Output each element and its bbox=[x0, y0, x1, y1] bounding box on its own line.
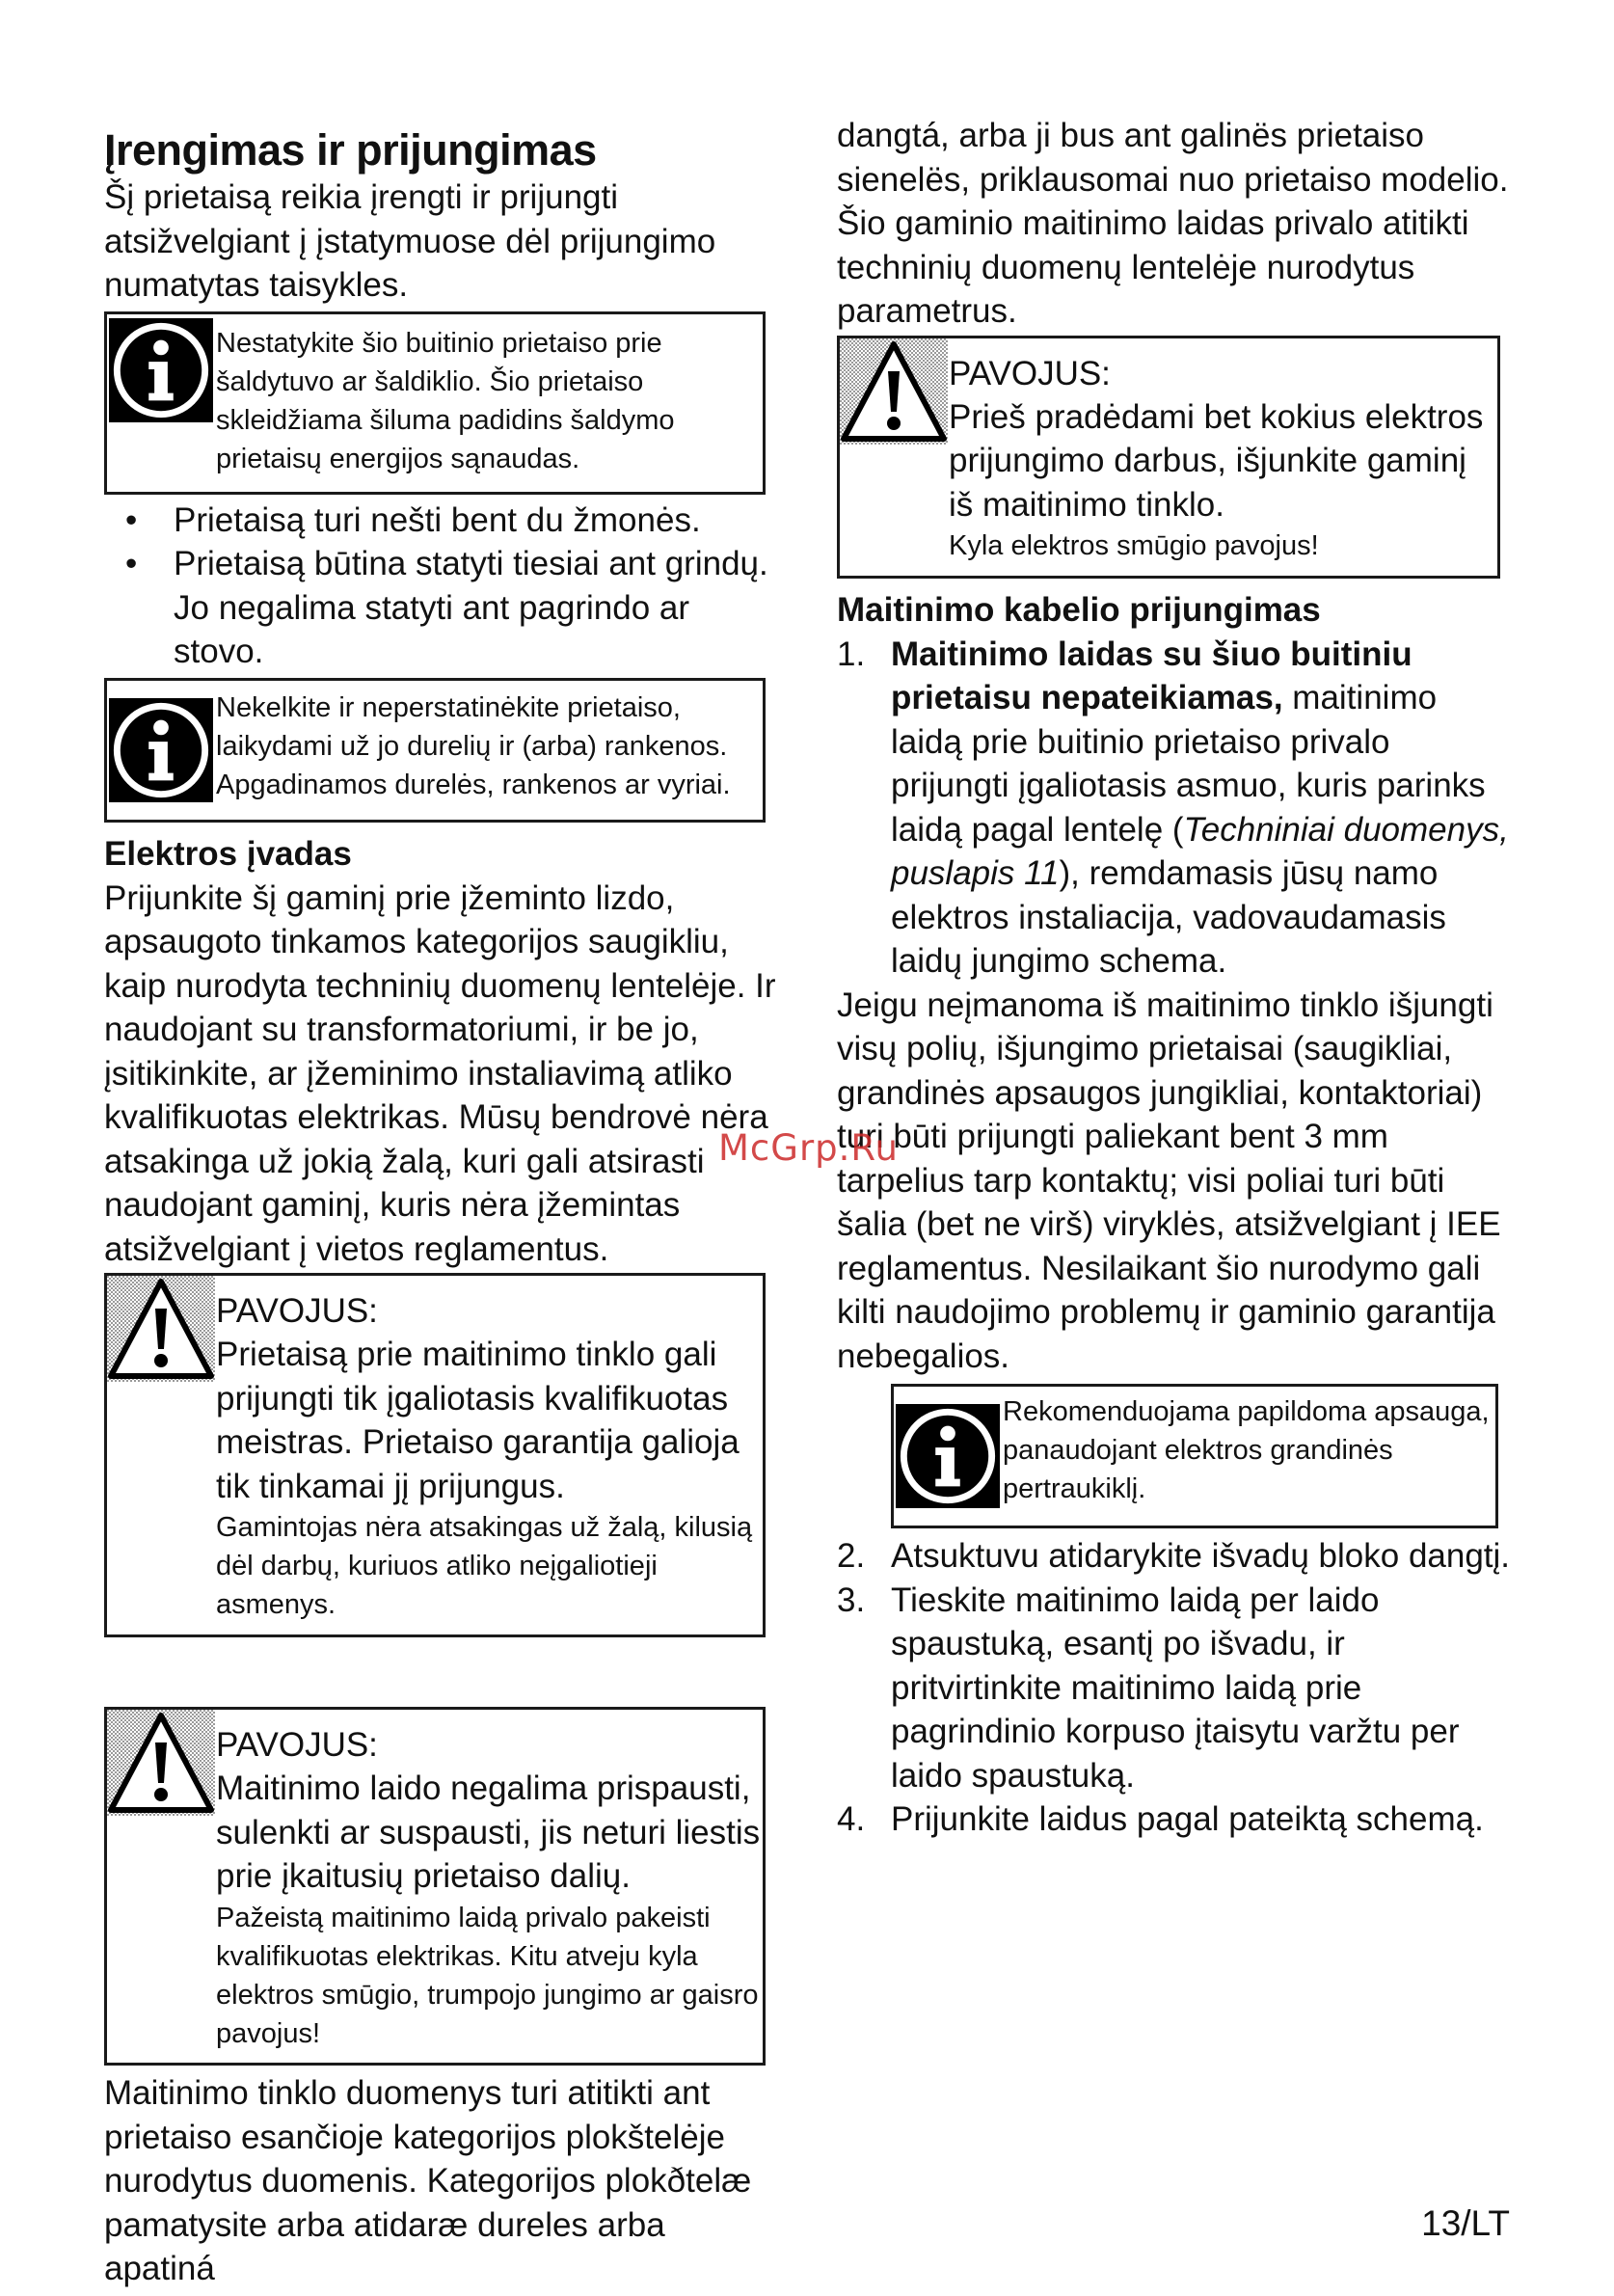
info-icon bbox=[109, 698, 213, 802]
info-icon bbox=[896, 1404, 1000, 1508]
right-column bbox=[837, 114, 1512, 1842]
warning-icon bbox=[107, 1276, 215, 1382]
danger-title: PAVOJUS: bbox=[216, 1726, 378, 1764]
rating-plate-paragraph: Maitinimo tinklo duomenys turi atitikti ant prietaiso esančioje kategorijos plokštelėje nurodytus duomenis. Kategorijos plokðtelæ pamatysite arba atidaræ dureles arba apatiná bbox=[104, 2074, 752, 2287]
danger-title: PAVOJUS: bbox=[949, 354, 1111, 392]
heading-cable: Maitinimo kabelio prijungimas bbox=[837, 590, 1321, 629]
danger-title: PAVOJUS: bbox=[216, 1292, 378, 1330]
danger-note: Kyla elektros smūgio pavojus! bbox=[949, 530, 1319, 561]
step-bold-text: Maitinimo laidas su šiuo buitiniu prietaisu nepateikiamas, bbox=[891, 635, 1412, 716]
electric-paragraph: Prijunkite šį gaminį prie įžeminto lizdo, apsaugoto tinkamos kategorijos saugikliu, kaip nurodyta techninių duomenų lentelėje. Ir naudojant su transformatoriumi, ir be jo, įsitikinkite, ar įžeminimo instaliavimą atliko kvalifikuotas elektrikas. Mūsų bendrovė nėra atsakinga už jokią žalą, kuri gali atsirasti naudojant gaminį, kuris nėra įžemintas atsižvelgiant į vietos reglamentus. bbox=[104, 878, 776, 1268]
info-box-breaker bbox=[891, 1384, 1498, 1528]
info-box-text: Rekomenduojama papildoma apsauga, panaudojant elektros grandinės pertraukiklį. bbox=[1003, 1396, 1490, 1504]
danger-box-qualified bbox=[104, 1273, 766, 1637]
step-number: 2. bbox=[837, 1537, 866, 1575]
info-box-door bbox=[104, 678, 766, 823]
danger-note: Gamintojas nėra atsakingas už žalą, kilusią dėl darbų, kuriuos atliko neįgaliotieji asmenys. bbox=[216, 1512, 753, 1620]
danger-text: Maitinimo laido negalima prispausti, sulenkti ar suspausti, jis neturi liestis prie įkaitusių prietaiso dalių. bbox=[216, 1769, 761, 1895]
carrying-bullets bbox=[104, 499, 779, 674]
cable-steps-1 bbox=[837, 633, 1512, 984]
page-number: 13/LT bbox=[1421, 2203, 1510, 2243]
info-box-text: Nestatykite šio buitinio prietaiso prie šaldytuvo ar šaldiklio. Šio prietaiso skleidžiama šiluma padidins šaldymo prietaisų energijos sąnaudas. bbox=[216, 327, 675, 474]
danger-text: Prieš pradėdami bet kokius elektros prijungimo darbus, išjunkite gaminį iš maitinimo tinklo. bbox=[949, 397, 1484, 524]
info-box-refrigerator bbox=[104, 311, 766, 495]
step-reference: Techniniai duomenys, puslapis 11 bbox=[891, 810, 1509, 892]
danger-box-cord bbox=[104, 1707, 766, 2066]
info-box-text: Nekelkite ir neperstatinėkite prietaiso, laikydami už jo durelių ir (arba) rankenos. Apgadinamos durelės, rankenos ar vyriai. bbox=[216, 691, 731, 800]
heading-electric: Elektros įvadas bbox=[104, 834, 352, 873]
step-item bbox=[837, 633, 1512, 984]
warning-icon bbox=[107, 1710, 215, 1816]
step-item bbox=[837, 1579, 1512, 1798]
cable-steps-2 bbox=[837, 1534, 1512, 1842]
watermark: McGrp.Ru bbox=[718, 1127, 899, 1169]
disconnect-paragraph: Jeigu neįmanoma iš maitinimo tinklo išjungti visų polių, išjungimo prietaisai (saugikliai, grandinės apsaugos jungikliai, kontaktoriai) turi būti prijungti paliekant bent 3 mm tarpelius tarp kontaktų; visi poliai turi būti šalia (bet ne virš) viryklės, atsižvelgiant į IEE reglamentus. Nesilaikant šio nurodymo gali kilti naudojimo problemų ir gaminio garantija nebegalios. bbox=[837, 986, 1501, 1375]
danger-box-disconnect bbox=[837, 336, 1500, 579]
intro-paragraph: Šį prietaisą reikia įrengti ir prijungti atsižvelgiant į įstatymuose dėl prijungimo numatytas taisykles. bbox=[104, 178, 716, 304]
step-number: 4. bbox=[837, 1800, 866, 1838]
page-title: Įrengimas ir prijungimas bbox=[104, 125, 597, 175]
left-column bbox=[104, 114, 779, 2291]
step-text: Prijunkite laidus pagal pateiktą schemą. bbox=[891, 1800, 1484, 1838]
step-number: 1. bbox=[837, 635, 866, 673]
continued-paragraph: dangtá, arba ji bus ant galinës prietaiso sienelës, priklausomai nuo prietaiso modelio. bbox=[837, 117, 1509, 199]
danger-note: Pažeistą maitinimo laidą privalo pakeisti kvalifikuotas elektrikas. Kitu atveju kyla elektros smūgio, trumpojo jungimo ar gaisro pavojus! bbox=[216, 1902, 759, 2049]
bullet-item: • Prietaisą turi nešti bent du žmonės. bbox=[104, 499, 779, 543]
step-item bbox=[837, 1797, 1512, 1842]
danger-text: Prietaisą prie maitinimo tinklo gali prijungti tik įgaliotasis kvalifikuotas meistras. Prietaiso garantija galioja tik tinkamai jį prijungus. bbox=[216, 1336, 740, 1505]
step-number: 3. bbox=[837, 1580, 866, 1619]
info-icon bbox=[109, 318, 213, 422]
step-text: ), remdamasis jūsų namo elektros instaliacija, vadovaudamasis laidų jungimo schema. bbox=[891, 854, 1446, 980]
bullet-item: • Prietaisą būtina statyti tiesiai ant grindų. Jo negalima statyti ant pagrindo ar stovo. bbox=[104, 542, 779, 674]
step-text: Atsuktuvu atidarykite išvadų bloko dangtį. bbox=[891, 1537, 1511, 1575]
step-text: Tieskite maitinimo laidą per laido spaustuką, esantį po išvadu, ir pritvirtinkite maitinimo laidą prie pagrindinio korpuso įtaisytu varžtu per laido spaustuką. bbox=[891, 1580, 1460, 1795]
cable-requirements-paragraph: Šio gaminio maitinimo laidas privalo atitikti techninių duomenų lentelėje nurodytus parametrus. bbox=[837, 204, 1469, 330]
warning-icon bbox=[840, 338, 948, 445]
step-text: maitinimo laidą prie buitinio prietaiso privalo prijungti įgaliotasis asmuo, kuris parinks laidą pagal lentelę ( bbox=[891, 679, 1486, 849]
step-item bbox=[837, 1534, 1512, 1579]
